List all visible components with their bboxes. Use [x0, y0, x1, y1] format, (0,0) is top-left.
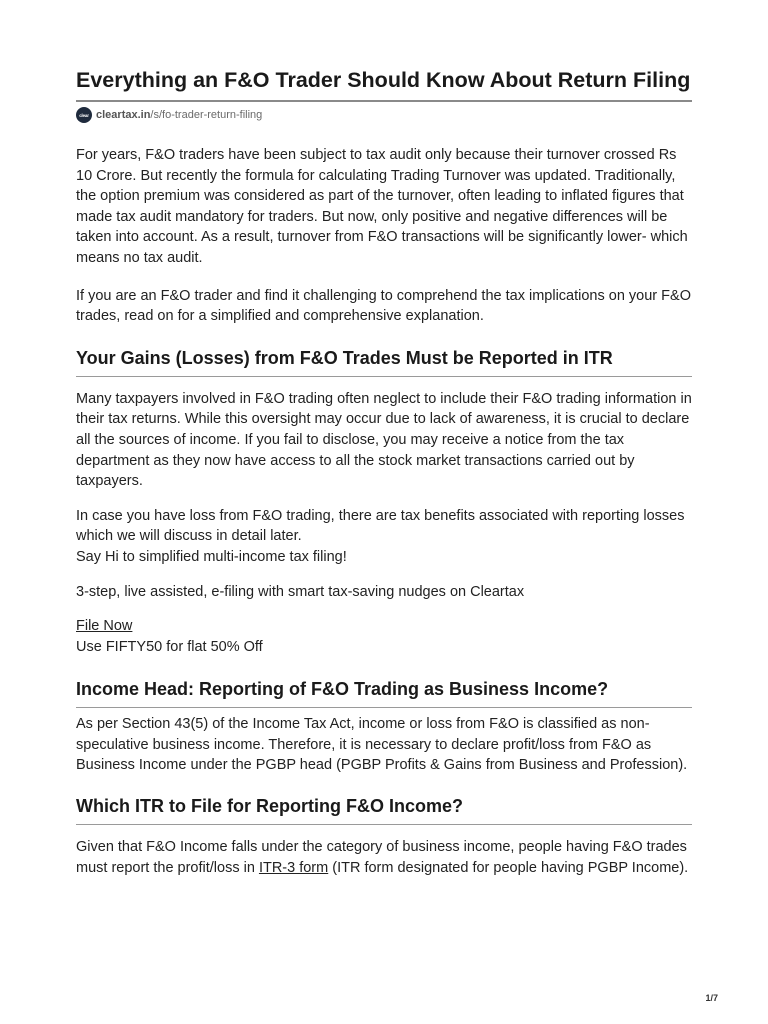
article: [76, 66, 692, 878]
itr3-form-link[interactable]: ITR-3 form: [258, 859, 329, 876]
file-now-link[interactable]: File Now: [76, 618, 133, 635]
income-head-paragraph: As per Section 43(5) of the Income Tax Act, income or loss from F&O is classified as non-speculative business income. Therefore, it is necessary to declare profit/loss from F&O as Business Income under the PGBP head (PGBP Profits & Gains from Business and Profession).: [76, 716, 688, 774]
section-divider: [76, 824, 692, 825]
gains-paragraph-1: Many taxpayers involved in F&O trading often neglect to include their F&O trading information in their tax returns. While this oversight may occur due to lack of awareness, it is crucial to declare all the sources of income. If you fail to disclose, you may receive a notice from the tax department as they now have access to all the stock market transactions carried out by taxpayers.: [76, 390, 692, 490]
heading-gains: Your Gains (Losses) from F&O Trades Must be Reported in ITR: [76, 347, 613, 368]
section-divider: [76, 376, 692, 377]
cleartax-logo-icon: clear: [76, 107, 92, 123]
article-title: Everything an F&O Trader Should Know About Return Filing: [76, 68, 691, 92]
which-itr-text-before: Given that F&O Income falls under the category of business income, people having F&O trades must report the profit/loss in: [76, 839, 687, 876]
page-number: 1/7: [705, 993, 718, 1003]
source-line: [76, 106, 692, 124]
source-domain: cleartax.in: [96, 109, 151, 121]
gains-paragraph-2: In case you have loss from F&O trading, there are tax benefits associated with reporting losses which we will discuss in detail later.: [76, 507, 685, 545]
promo-headline: Say Hi to simplified multi-income tax filing!: [76, 548, 347, 565]
promo-subtext: 3-step, live assisted, e-filing with smart tax-saving nudges on Cleartax: [76, 583, 525, 600]
intro-paragraph-1: For years, F&O traders have been subject to tax audit only because their turnover crossed Rs 10 Crore. But recently the formula for calculating Trading Turnover was updated. Traditionally, the option premium was considered as part of the turnover, often leading to inflated figures that made tax audit mandatory for traders. But now, only positive and negative differences will be taken into account. As a result, turnover from F&O transactions will be significantly lower- which means no tax audit.: [76, 147, 688, 266]
source-path: /s/fo-trader-return-filing: [150, 109, 263, 121]
title-divider: [76, 100, 692, 102]
heading-income-head: Income Head: Reporting of F&O Trading as Business Income?: [76, 679, 609, 700]
which-itr-paragraph: [76, 837, 692, 878]
intro-paragraph-2: If you are an F&O trader and find it challenging to comprehend the tax implications on your F&O trades, read on for a simplified and comprehensive explanation.: [76, 287, 691, 325]
coupon-text: Use FIFTY50 for flat 50% Off: [76, 638, 263, 655]
heading-which-itr: Which ITR to File for Reporting F&O Income?: [76, 796, 463, 817]
section-divider: [76, 707, 692, 708]
source-link[interactable]: [96, 109, 262, 121]
file-now-line: [76, 616, 692, 637]
which-itr-text-after: (ITR form designated for people having PGBP Income).: [328, 859, 689, 876]
